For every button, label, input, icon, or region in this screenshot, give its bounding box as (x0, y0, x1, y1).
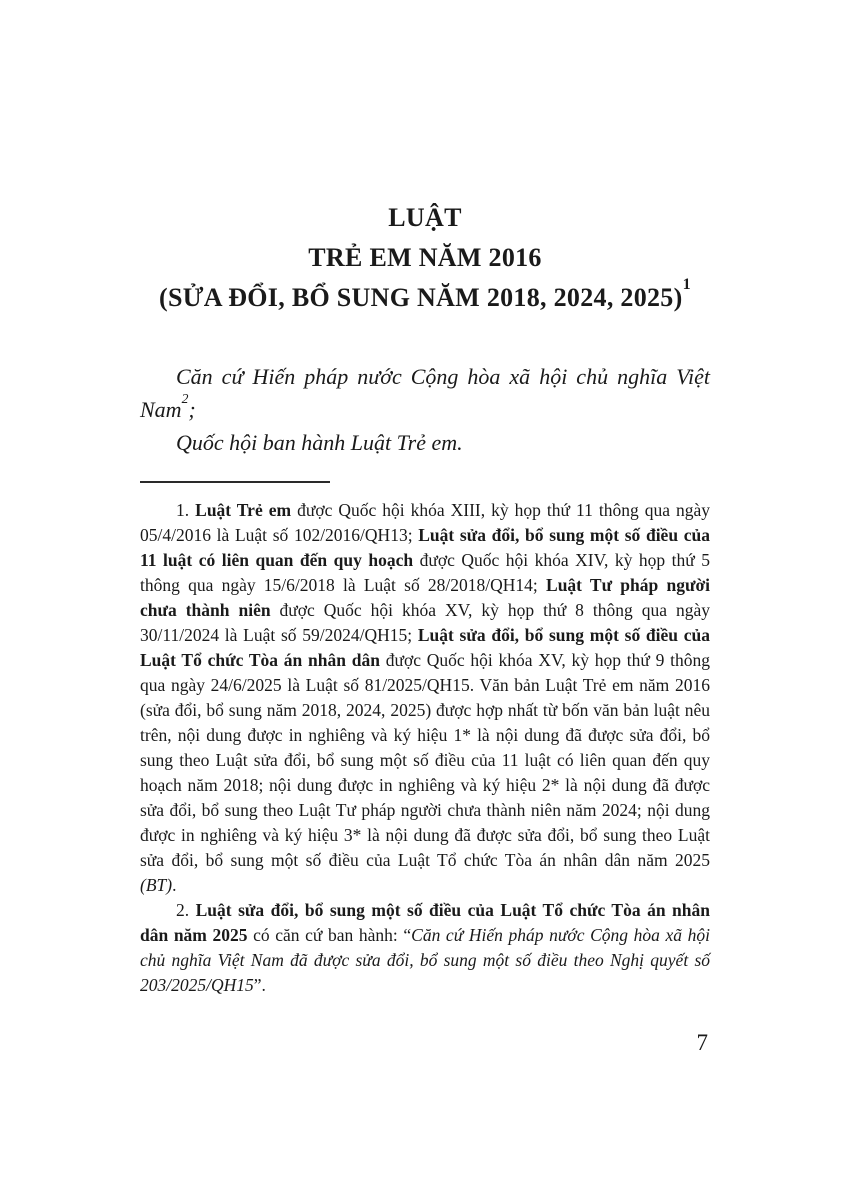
preamble-paragraph-2: Quốc hội ban hành Luật Trẻ em. (176, 430, 463, 455)
page-number: 7 (696, 1030, 708, 1055)
footnote-1: 1. Luật Trẻ em được Quốc hội khóa XIII, kỳ họp thứ 11 thông qua ngày 05/4/2016 là Luật số 102/2016/QH13; Luật sửa đổi, bổ sung một số điều của 11 luật có liên quan đến quy hoạch được Quốc hội khóa XIV, kỳ họp thứ 5 thông qua ngày 15/6/2018 là Luật số 28/2018/QH14; Luật Tư pháp người chưa thành niên được Quốc hội khóa XV, kỳ họp thứ 8 thông qua ngày 30/11/2024 là Luật số 59/2024/QH15; Luật sửa đổi, bổ sung một số điều của Luật Tổ chức Tòa án nhân dân được Quốc hội khóa XV, kỳ họp thứ 9 thông qua ngày 24/6/2025 là Luật số 81/2025/QH15. Văn bản Luật Trẻ em năm 2016 (sửa đổi, bổ sung năm 2018, 2024, 2025) được hợp nhất từ bốn văn bản luật nêu trên, nội dung được in nghiêng và ký hiệu 1* là nội dung đã được sửa đổi, bổ sung theo Luật sửa đổi, bổ sung một số điều của 11 luật có liên quan đến quy hoạch năm 2018; nội dung được in nghiêng và ký hiệu 2* là nội dung đã được sửa đổi, bổ sung theo Luật Tư pháp người chưa thành niên năm 2024; nội dung được in nghiêng và ký hiệu 3* là nội dung đã được sửa đổi, bổ sung theo Luật sửa đổi, bổ sung một số điều của Luật Tổ chức Tòa án nhân dân năm 2025 (BT). (140, 500, 711, 895)
title-line-3: (SỬA ĐỔI, BỔ SUNG NĂM 2018, 2024, 2025)$^1$ (159, 276, 691, 312)
footnotes (140, 498, 710, 998)
preamble (140, 360, 710, 459)
footnote-separator-line (140, 481, 330, 483)
preamble-paragraph-1: Căn cứ Hiến pháp nước Cộng hòa xã hội chủ nghĩa Việt Nam$^2$; (140, 364, 710, 422)
title-line-1: LUẬT (388, 203, 462, 232)
document-title (140, 198, 710, 318)
title-line-2: TRẺ EM NĂM 2016 (308, 243, 542, 272)
footnote-2: 2. Luật sửa đổi, bổ sung một số điều của Luật Tổ chức Tòa án nhân dân năm 2025 có căn cứ ban hành: “Căn cứ Hiến pháp nước Cộng hòa xã hội chủ nghĩa Việt Nam đã được sửa đổi, bổ sung một số điều theo Nghị quyết số 203/2025/QH15”. (140, 900, 711, 995)
